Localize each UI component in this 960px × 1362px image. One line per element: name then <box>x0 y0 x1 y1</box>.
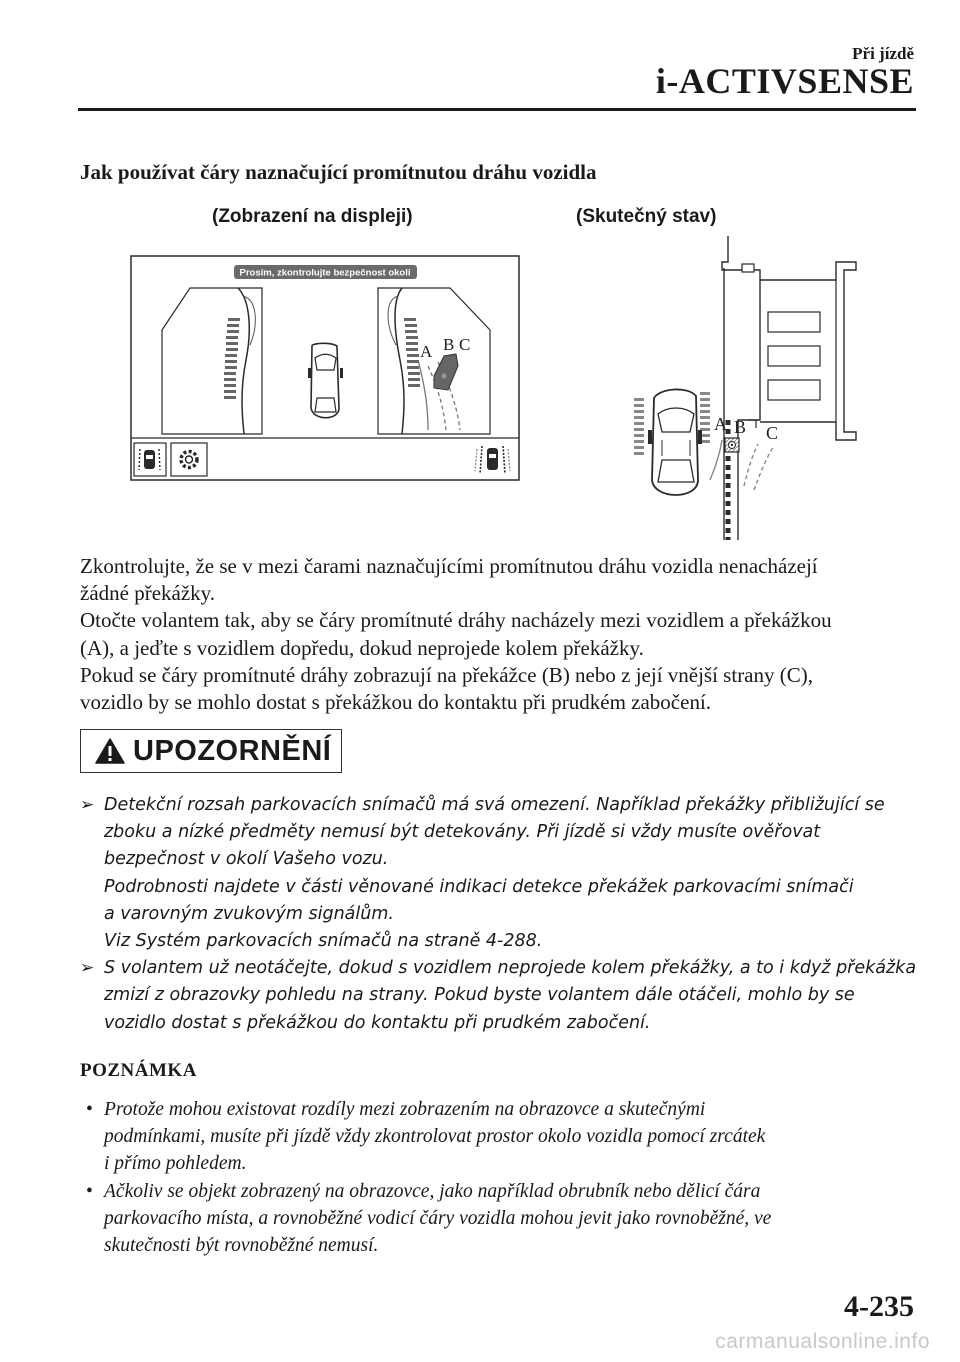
label-a-actual: A <box>714 414 727 434</box>
label-a-display: A <box>420 342 433 361</box>
caution-line: bezpečnost v okolí Vašeho vozu. <box>104 849 389 870</box>
body-text <box>80 553 910 716</box>
label-c-display: C <box>459 335 471 354</box>
note-line: skutečnosti být rovnoběžné nemusí. <box>104 1235 379 1256</box>
page-number: 4-235 <box>844 1290 914 1323</box>
caution-list <box>80 792 920 1037</box>
body-line: žádné překážky. <box>80 581 216 606</box>
note-item <box>80 1096 910 1177</box>
caution-line-reference[interactable]: Viz Systém parkovacích snímačů na straně 4-288. <box>104 931 543 952</box>
bullet-dot-icon: • <box>86 1181 93 1202</box>
car-top-view <box>308 343 343 417</box>
note-heading: POZNÁMKA <box>80 1060 197 1081</box>
actual-situation-view <box>634 236 856 540</box>
caution-line: zboku a nízké předměty nemusí být detekovány. Při jízdě si vždy musíte ověřovat <box>104 822 821 843</box>
caution-line: a varovným zvukovým signálům. <box>104 903 394 924</box>
figure-caption-display: (Zobrazení na displeji) <box>212 206 413 227</box>
note-item <box>80 1178 910 1259</box>
note-line: i přímo pohledem. <box>104 1153 247 1174</box>
body-line: Pokud se čáry promítnuté dráhy zobrazují na překážce (B) nebo z její vnější strany (C), <box>80 662 814 687</box>
caution-item <box>80 792 920 955</box>
caution-box <box>80 729 342 773</box>
section-heading: Jak používat čáry naznačující promítnutou dráhu vozidla <box>80 160 597 184</box>
arrow-bullet-icon: ➢ <box>80 958 95 979</box>
note-line: Protože mohou existovat rozdíly mezi zobrazením na obrazovce a skutečnými <box>104 1099 706 1120</box>
screen-banner: Prosím, zkontrolujte bezpečnost okolí <box>239 267 411 279</box>
parking-sensor-icon <box>134 443 166 476</box>
note-line: Ačkoliv se objekt zobrazený na obrazovce, jako například obrubník nebo dělicí čára <box>104 1181 761 1202</box>
caution-item <box>80 955 920 1037</box>
note-list <box>80 1096 910 1260</box>
label-b-actual: B <box>734 417 747 437</box>
note-line: podmínkami, musíte při jízdě vždy zkontrolovat prostor okolo vozidla pomocí zrcátek <box>104 1126 766 1147</box>
arrow-bullet-icon: ➢ <box>80 795 95 815</box>
label-c-actual: C <box>766 423 779 443</box>
display-screen <box>131 256 519 480</box>
watermark: carmanualsonline.info <box>715 1330 930 1353</box>
caution-line: Detekční rozsah parkovacích snímačů má svá omezení. Například překážky přibližující se <box>104 795 885 815</box>
caution-line: zmizí z obrazovky pohledu na strany. Pokud byste volantem dále otáčeli, mohlo by se <box>104 985 855 1006</box>
settings-gear-icon <box>171 443 207 476</box>
left-side-view <box>162 288 262 434</box>
bullet-dot-icon: • <box>86 1099 93 1120</box>
chapter-title: i-ACTIVSENSE <box>655 61 914 101</box>
label-b-display: B <box>443 335 455 354</box>
caution-line: S volantem už neotáčejte, dokud s vozidlem neprojede kolem překážky, a to i když překážka <box>104 958 917 979</box>
chapter-subtitle: Při jízdě <box>852 44 914 63</box>
projected-path-illustration <box>0 0 960 560</box>
figure-caption-actual: (Skutečný stav) <box>576 206 717 227</box>
warning-triangle-icon <box>95 738 125 764</box>
body-line: Zkontrolujte, že se v mezi čarami naznačujícími promítnutou dráhu vozidla nenacházejí <box>80 554 818 578</box>
body-line: (A), a jeďte s vozidlem dopředu, dokud neprojede kolem překážky. <box>80 635 644 660</box>
body-line: vozidlo by se mohlo dostat s překážkou do kontaktu při prudkém zabočení. <box>80 690 712 715</box>
note-line: parkovacího místa, a rovnoběžné vodicí čáry vozidla mohou jevit jako rovnoběžné, ve <box>104 1208 772 1229</box>
caution-line: Podrobnosti najdete v části věnované indikaci detekce překážek parkovacími snímači <box>104 876 854 897</box>
caution-line: vozidlo dostat s překážkou do kontaktu při prudkém zabočení. <box>104 1012 651 1033</box>
caution-label: UPOZORNĚNÍ <box>133 734 332 767</box>
body-line: Otočte volantem tak, aby se čáry promítnuté dráhy nacházely mezi vozidlem a překážkou <box>80 608 832 633</box>
